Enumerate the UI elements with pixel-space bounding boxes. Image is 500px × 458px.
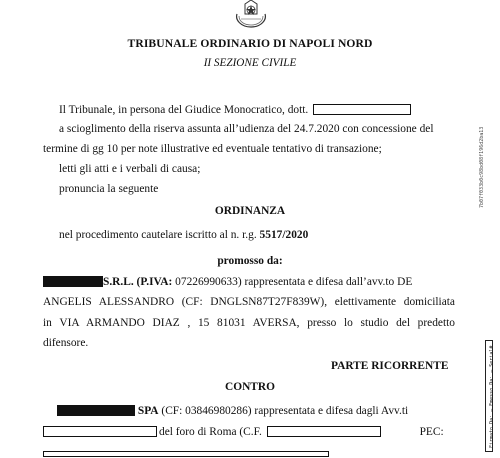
redacted-judge-name	[313, 104, 411, 115]
redacted-tax-code	[267, 426, 381, 437]
claimant-line-3: in VIA ARMANDO DIAZ , 15 81031 AVERSA, presso lo studio del predetto	[43, 317, 455, 329]
parte-ricorrente-label: PARTE RICORRENTE	[331, 360, 449, 372]
procedure-line	[59, 229, 308, 241]
intro-line-3: termine di gg 10 per note illustrative ed eventuale tentativo di transazione;	[43, 143, 382, 155]
intro-line-4: letti gli atti e i verbali di causa;	[59, 163, 201, 175]
claimant-line-1	[43, 276, 455, 288]
respondent-line-2	[43, 426, 444, 438]
ordinanza-title: ORDINANZA	[214, 205, 286, 217]
court-name: TRIBUNALE ORDINARIO DI NAPOLI NORD	[127, 37, 373, 50]
respondent-pec-label: PEC:	[419, 426, 444, 438]
respondent-company-type: SPA	[137, 405, 159, 417]
signature-hash-text: 7b07f033b0c98bd08f196d2ba13	[479, 126, 485, 208]
redacted-lawyers-names	[43, 426, 157, 437]
court-section: II SEZIONE CIVILE	[203, 57, 297, 69]
respondent-line-1	[57, 405, 408, 417]
procedure-text: nel procedimento cautelare iscritto al n. r.g.	[59, 229, 257, 241]
intro-line-2: a scioglimento della riserva assunta all’udienza del 24.7.2020 con concessione del	[59, 123, 434, 135]
respondent-line-3	[43, 446, 329, 458]
claimant-vat-text: 07226990633) rappresentata e difesa dall’avv.to DE	[175, 276, 413, 288]
claimant-company-type: S.R.L. (P.IVA:	[103, 276, 173, 288]
intro-line-1	[59, 104, 411, 116]
intro-line-5: pronuncia la seguente	[59, 183, 159, 195]
redacted-respondent-name	[57, 405, 135, 416]
respondent-cf-text: (CF: 03846980286) rappresentata e difesa dagli Avv.ti	[161, 405, 409, 417]
promosso-title: promosso da:	[217, 255, 283, 267]
respondent-foro-text: del foro di Roma (C.F.	[159, 426, 262, 438]
redacted-pec-address	[43, 451, 329, 457]
signature-stamp-text: Firmato Da: — Emesso Da: — Serial#	[489, 345, 495, 448]
redacted-claimant-name	[43, 276, 103, 287]
claimant-line-2: ANGELIS ALESSANDRO (CF: DNGLSN87T27F839W), elettivamente domiciliata	[43, 296, 455, 308]
claimant-line-4: difensore.	[43, 337, 89, 349]
intro-judge-text: Il Tribunale, in persona del Giudice Monocratico, dott.	[59, 104, 309, 116]
italian-republic-emblem-icon	[231, 0, 271, 28]
procedure-number: 5517/2020	[259, 229, 309, 241]
contro-title: CONTRO	[225, 381, 275, 393]
